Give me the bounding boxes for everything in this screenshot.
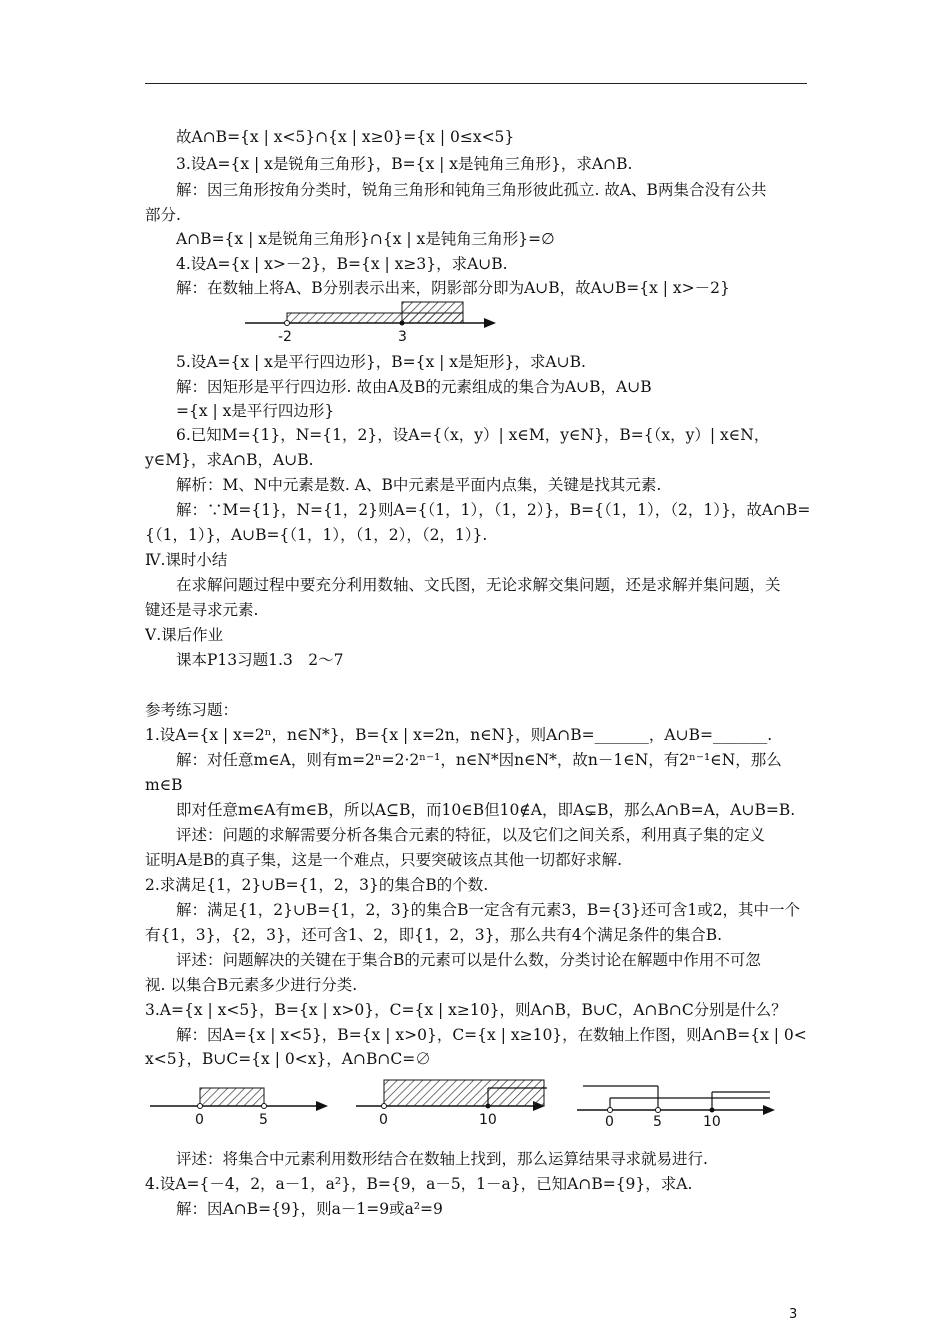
arrow-head xyxy=(763,1105,775,1115)
text-line: 4.设A={－4，2，a－1，a²}，B={9，a－5，1－a}，已知A∩B={9}，求A. xyxy=(145,1175,693,1193)
text-line: 评述：问题解决的关键在于集合B的元素可以是什么数，分类讨论在解题中作用不可忽 xyxy=(176,951,761,969)
text-line: 3.设A={x | x是锐角三角形}，B={x | x是钝角三角形}，求A∩B. xyxy=(176,155,633,173)
set-b-shading xyxy=(402,302,463,323)
text-line: 2.求满足{1，2}∪B={1，2，3}的集合B的个数. xyxy=(145,876,489,894)
endpoint-open xyxy=(285,321,290,326)
text-line: 解：因矩形是平行四边形. 故由A及B的元素组成的集合为A∪B，A∪B xyxy=(176,378,652,396)
text-line: 5.设A={x | x是平行四边形}，B={x | x是矩形}，求A∪B. xyxy=(176,353,586,371)
tick-label: 0 xyxy=(605,1114,614,1126)
endpoint-closed xyxy=(486,1104,491,1109)
page-number: 3 xyxy=(789,1307,798,1322)
text-line: 解：满足{1，2}∪B={1，2，3}的集合B一定含有元素3，B={3}还可含1或2，其中一个 xyxy=(176,901,801,919)
tick-label: 3 xyxy=(398,329,407,345)
text-line: 在求解问题过程中要充分利用数轴、文氏图，无论求解交集问题，还是求解并集问题，关 xyxy=(176,576,781,594)
text-line: 解：对任意m∈A，则有m=2ⁿ=2·2ⁿ⁻¹，n∈N*因n∈N*，故n－1∈N，有2ⁿ⁻¹∈N，那么 xyxy=(176,751,782,769)
number-line-figure-4 xyxy=(575,1074,785,1126)
text-line: 视. 以集合B元素多少进行分类. xyxy=(145,976,358,994)
intersection-shading xyxy=(200,1088,264,1106)
text-line: 课本P13习题1.3 2～7 xyxy=(176,651,344,669)
tick-label: 5 xyxy=(259,1112,268,1126)
union-shading xyxy=(384,1080,544,1106)
header-rule xyxy=(145,83,807,84)
endpoint-open xyxy=(608,1108,613,1113)
endpoint-open xyxy=(382,1104,387,1109)
text-line: 解：因A∩B={9}，则a－1=9或a²=9 xyxy=(176,1200,443,1218)
number-line-figure-3 xyxy=(352,1074,557,1126)
endpoint-open xyxy=(656,1108,661,1113)
text-line: m∈B xyxy=(145,776,183,794)
text-line: 评述：问题的求解需要分析各集合元素的特征，以及它们之间关系，利用真子集的定义 xyxy=(176,826,766,844)
text-line: 6.已知M={1}，N={1，2}，设A={（x，y）| x∈M，y∈N}，B={（x，y）| x∈N， xyxy=(176,426,770,444)
text-line: 解：因三角形按角分类时，锐角三角形和钝角三角形彼此孤立. 故A、B两集合没有公共 xyxy=(176,181,767,199)
tick-label: 5 xyxy=(653,1114,662,1126)
text-line: y∈M}，求A∩B，A∪B. xyxy=(145,451,314,469)
section-heading: Ⅴ.课后作业 xyxy=(145,626,224,644)
text-line: 故A∩B={x | x<5}∩{x | x≥0}={x | 0≤x<5} xyxy=(176,128,515,146)
text-line: 证明A是B的真子集，这是一个难点，只要突破该点其他一切都好求解. xyxy=(145,851,623,869)
text-line: 1.设A={x | x=2ⁿ，n∈N*}，B={x | x=2n，n∈N}，则A∩B=_______，A∪B=_______. xyxy=(145,726,773,744)
text-line: ={x | x是平行四边形} xyxy=(176,402,335,420)
number-line-figure-1 xyxy=(240,296,510,346)
text-line: 参考练习题： xyxy=(145,701,239,719)
text-line: 键还是寻求元素. xyxy=(145,601,259,619)
tick-label: 0 xyxy=(379,1112,388,1126)
text-line: 有{1，3}，{2，3}，还可含1、2，即{1，2，3}，那么共有4个满足条件的集合B. xyxy=(145,926,723,944)
arrow-head xyxy=(484,318,496,328)
text-line: 解：∵M={1}，N={1，2}则A={（1，1），（1，2）}，B={（1，1），（2，1）}，故A∩B= xyxy=(176,501,811,519)
tick-label: 0 xyxy=(195,1112,204,1126)
number-line-figure-2 xyxy=(148,1074,338,1126)
text-line: 3.A={x | x<5}，B={x | x>0}，C={x | x≥10}，则A∩B，B∪C，A∩B∩C分别是什么？ xyxy=(145,1001,787,1019)
text-line: 部分. xyxy=(145,206,181,224)
tick-label: 10 xyxy=(479,1112,497,1126)
endpoint-open xyxy=(262,1104,267,1109)
text-line: 4.设A={x | x>－2}，B={x | x≥3}，求A∪B. xyxy=(176,255,508,273)
text-line: 即对任意m∈A有m∈B，所以A⊆B，而10∈B但10∉A，即A⊊B，那么A∩B=A，A∪B=B. xyxy=(176,801,796,819)
tick-label: 10 xyxy=(703,1114,721,1126)
arrow-head xyxy=(316,1101,328,1111)
endpoint-closed xyxy=(710,1108,715,1113)
endpoint-open xyxy=(198,1104,203,1109)
endpoint-closed xyxy=(400,321,405,326)
text-line: 解：在数轴上将A、B分别表示出来，阴影部分即为A∪B，故A∪B={x | x>－2} xyxy=(176,279,730,297)
section-heading: Ⅳ.课时小结 xyxy=(145,551,228,569)
text-line: 评述：将集合中元素利用数形结合在数轴上找到，那么运算结果寻求就易进行. xyxy=(176,1150,708,1168)
text-line: x<5}，B∪C={x | 0<x}，A∩B∩C=∅ xyxy=(145,1050,431,1068)
text-line: 解析：M、N中元素是数. A、B中元素是平面内点集，关键是找其元素. xyxy=(176,476,662,494)
text-line: 解：因A={x | x<5}，B={x | x>0}，C={x | x≥10}，在数轴上作图，则A∩B={x | 0< xyxy=(176,1026,807,1044)
text-line: {（1，1）}，A∪B={（1，1），（1，2），（2，1）}. xyxy=(145,526,488,544)
tick-label: -2 xyxy=(278,329,292,345)
text-line: A∩B={x | x是锐角三角形}∩{x | x是钝角三角形}=∅ xyxy=(176,230,555,248)
